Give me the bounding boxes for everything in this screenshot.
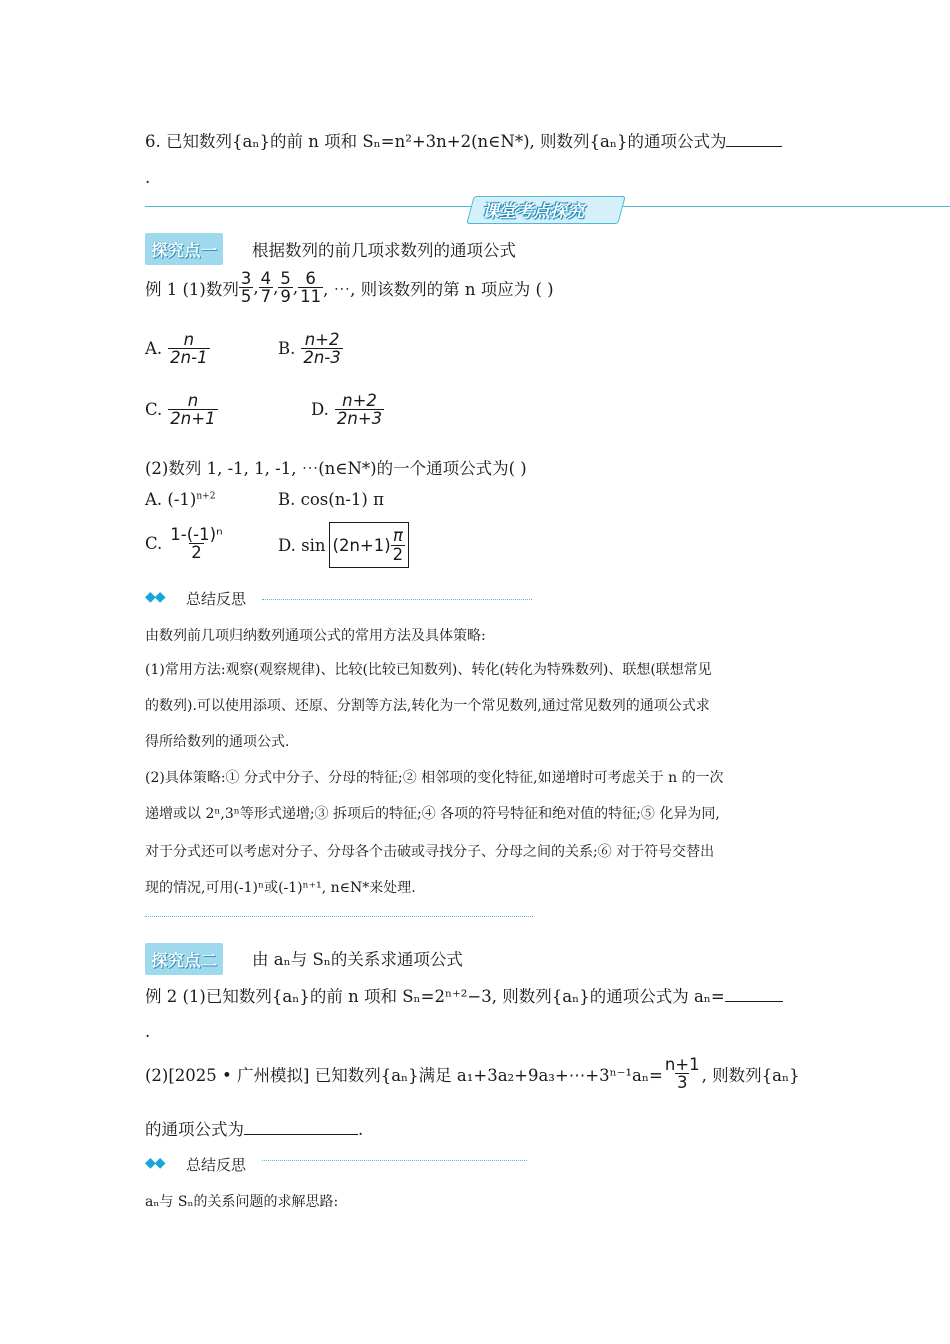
answer-blank[interactable]: [726, 131, 782, 147]
option-a[interactable]: A. $\frac{n}{2n-1}$: [145, 330, 208, 368]
fraction: $\frac{4}{7}$: [260, 269, 272, 307]
option-c[interactable]: C. $\frac{n}{2n+1}$: [145, 391, 216, 429]
example2-part1-end: .: [145, 1022, 151, 1041]
summary2-line: aₙ与 Sₙ的关系问题的求解思路:: [145, 1194, 339, 1210]
diamond-icon: ◆◆: [145, 589, 165, 605]
example1-part2: (2)数列 1, -1, 1, -1, ⋯(n∈N*)的一个通项公式为( ): [145, 459, 527, 478]
example1-stem: 例 1 (1)数列 $\frac{3}{5}$ , $\frac{4}{7}$ , $\frac{5}{9}$ , $\frac{6}{11}$ , ⋯, 则该数列的第 n 项应为 ( ): [145, 269, 554, 307]
diamond-icon: ◆◆: [145, 1155, 165, 1171]
option-d[interactable]: D. $\frac{n+2}{2n+3}$: [311, 391, 383, 429]
fraction: $\frac{6}{11}$: [300, 269, 322, 307]
summary1-line: 由数列前几项归纳数列通项公式的常用方法及具体策略:: [145, 628, 486, 644]
summary1-line: 递增或以 2ⁿ,3ⁿ等形式递增;③ 拆项后的特征;④ 各项的符号特征和绝对值的特征;⑤ 化异为同,: [145, 806, 720, 822]
summary1-line: (1)常用方法:观察(观察规律)、比较(比较已知数列)、转化(转化为特殊数列)、联想(联想常见: [145, 662, 712, 678]
example2-part2-line2: 的通项公式为 .: [145, 1120, 364, 1139]
option2-d[interactable]: D. sin (2n+1) $\frac{\pi}{2}$: [278, 522, 409, 568]
summary1-line: (2)具体策略:① 分式中分子、分母的特征;② 相邻项的变化特征,如递增时可考虑关于 n 的一次: [145, 770, 724, 786]
question-6: 6. 已知数列{aₙ}的前 n 项和 Sₙ=n²+3n+2(n∈N*), 则数列{aₙ}的通项公式为: [145, 128, 782, 152]
summary1-line: 对于分式还可以考虑对分子、分母各个击破或寻找分子、分母之间的关系;⑥ 对于符号交替出: [145, 844, 715, 860]
point2-badge: 探究点二: [145, 943, 223, 975]
example2-part1: 例 2 (1)已知数列{aₙ}的前 n 项和 Sₙ=2ⁿ⁺²−3, 则数列{aₙ}的通项公式为 aₙ=: [145, 983, 783, 1007]
answer-blank[interactable]: [725, 986, 783, 1002]
option2-c[interactable]: C. $\frac{\text{1-(-1)ⁿ}}{2}$: [145, 525, 223, 563]
example2-part2: (2)[2025 • 广州模拟] 已知数列{aₙ}满足 a₁+3a₂+9a₃+⋯+3ⁿ⁻¹aₙ= $\frac{n+1}{3}$ , 则数列{aₙ}: [145, 1055, 800, 1093]
summary1-line: 现的情况,可用(-1)ⁿ或(-1)ⁿ⁺¹, n∈N*来处理.: [145, 880, 416, 896]
option2-b[interactable]: B. cos(n-1) π: [278, 490, 384, 509]
summary2-heading: 总结反思: [186, 1156, 247, 1174]
divider: [145, 916, 533, 917]
point1-badge: 探究点一: [145, 233, 223, 265]
point2-title: 由 aₙ与 Sₙ的关系求通项公式: [252, 950, 463, 969]
point1-title: 根据数列的前几项求数列的通项公式: [252, 241, 516, 260]
summary1-line: 得所给数列的通项公式.: [145, 734, 290, 750]
option-b[interactable]: B. $\frac{n+2}{2n-3}$: [278, 330, 341, 368]
question-6-end: .: [145, 168, 151, 187]
banner-title: 课堂考点探究: [482, 202, 584, 222]
summary1-heading: 总结反思: [186, 590, 247, 608]
fraction: $\frac{3}{5}$: [240, 269, 252, 307]
fraction: $\frac{5}{9}$: [280, 269, 291, 307]
divider: [262, 599, 532, 600]
answer-blank[interactable]: [244, 1119, 358, 1135]
divider: [262, 1160, 527, 1161]
option2-a[interactable]: A. $(-1)^{n+2}$: [145, 490, 216, 509]
summary1-line: 的数列).可以使用添项、还原、分割等方法,转化为一个常见数列,通过常见数列的通项公式求: [145, 698, 710, 714]
